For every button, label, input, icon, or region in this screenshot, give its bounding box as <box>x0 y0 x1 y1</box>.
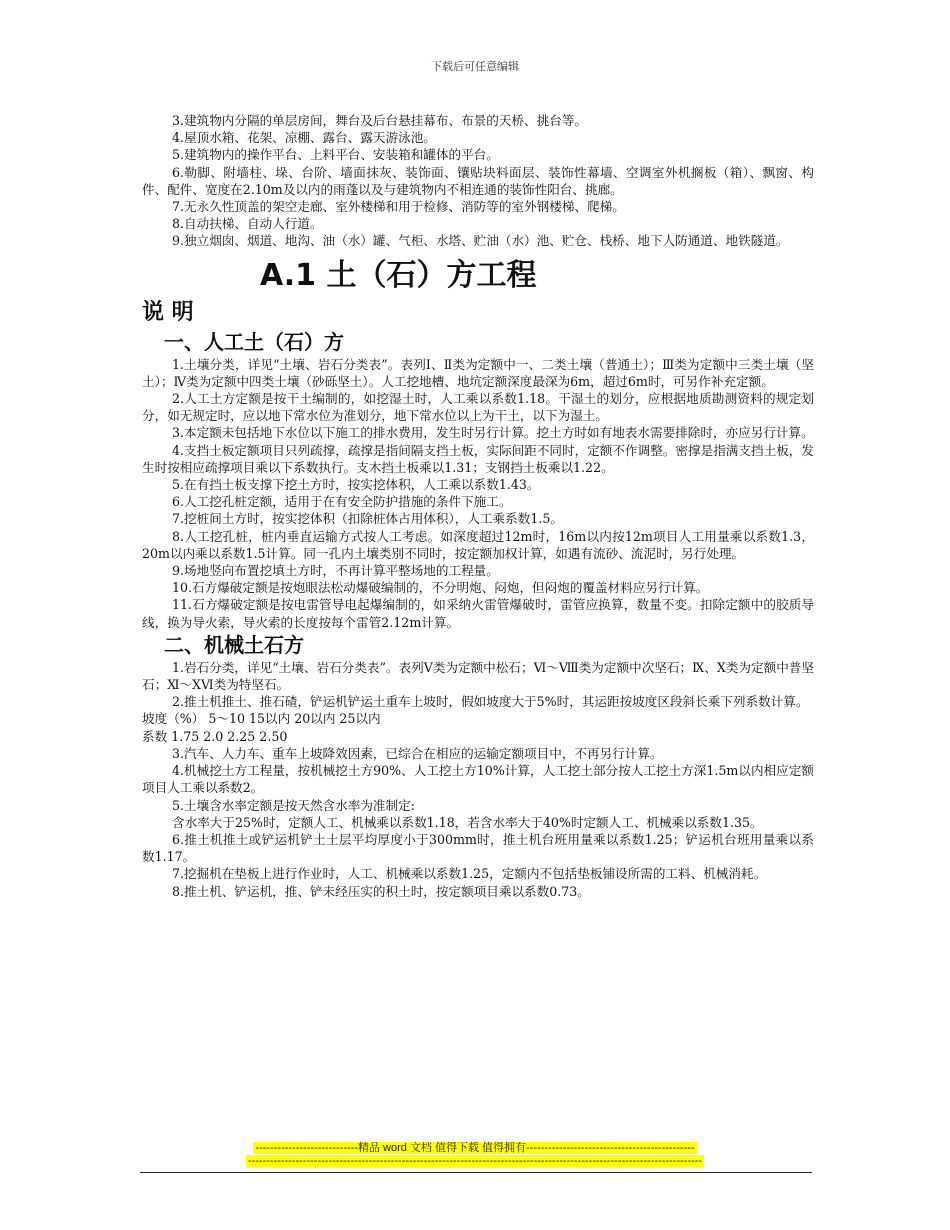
section2-item-2: 2.推土机推土、推石碴，铲运机铲运土重车上坡时，假如坡度大于5%时，其运距按坡度区段斜长乘下列系数计算。 <box>172 694 809 710</box>
coefficient-row: 系数 1.75 2.0 2.25 2.50 <box>142 728 288 744</box>
section1-item: 2.人工土方定额是按干土编制的，如挖湿土时，人工乘以系数1.18。干湿土的划分，应根据地质勘测资料的规定划分，如无规定时，应以地下常水位为准划分，地下常水位以上为干土，以下为湿土。 <box>142 391 814 424</box>
intro-item: 9.独立烟囱、烟道、地沟、油（水）罐、气柜、水塔、贮油（水）池、贮仓、栈桥、地下人防通道、地铁隧道。 <box>172 233 789 249</box>
footer-banner-line2 <box>0 1155 950 1167</box>
intro-list <box>142 112 814 250</box>
intro-item: 3.建筑物内分隔的单层房间，舞台及后台悬挂幕布、布景的天桥、挑台等。 <box>172 113 588 128</box>
explain-heading: 说 明 <box>142 299 194 325</box>
section1-item: 8.人工挖孔桩，桩内垂直运输方式按人工考虑。如深度超过12m时，16m以内按12m项目人工用量乘以系数1.3，20m以内乘以系数1.5计算。同一孔内土壤类别不同时，按定额加权计算，如遇有流砂、流泥时，另行处理。 <box>142 528 814 561</box>
footer-text-1: ----------------------------精品 word 文档 值得下载 值得拥有---------------------------------------------- <box>255 1142 695 1154</box>
intro-item: 6.勒脚、附墙柱、垛、台阶、墙面抹灰、装饰面、镶贴块料面层、装饰性幕墙、空调室外机搁板（箱）、飘窗、构件、配件、宽度在2.10m及以内的雨蓬以及与建筑物内不相连通的装饰性阳台、挑廊。 <box>142 164 814 197</box>
section2-item-5: 5.土壤含水率定额是按天然含水率为准制定: <box>172 797 415 813</box>
footer-text-2: ---------------------------------------------------------------------------------------------------------------------------- <box>247 1155 703 1167</box>
section1-item: 6.人工挖孔桩定额，适用于在有安全防护措施的条件下施工。 <box>172 494 512 510</box>
slope-row: 坡度（%） 5～10 15以内 20以内 25以内 <box>142 711 381 727</box>
footer-banner-line1 <box>0 1139 950 1155</box>
section2-item-4: 4.机械挖土方工程量，按机械挖土方90%、人工挖土方10%计算，人工挖土部分按人工挖土方深1.5m以内相应定额项目人工乘以系数2。 <box>142 763 814 796</box>
section1-list <box>142 356 814 631</box>
chapter-title: A.1 土（石）方工程 <box>260 257 537 293</box>
section2-heading: 二、机械土石方 <box>164 632 304 657</box>
section1-item: 11.石方爆破定额是按电雷管导电起爆编制的，如采纳火雷管爆破时，雷管应换算，数量不变。扣除定额中的胶质导线，换为导火索，导火索的长度按每个雷管2.12m计算。 <box>142 597 814 630</box>
section1-heading: 一、人工土（石）方 <box>164 329 344 354</box>
section2-item-7: 7.挖掘机在垫板上进行作业时，人工、机械乘以系数1.25，定额内不包括垫板铺设所需的工料、机械消耗。 <box>172 866 767 882</box>
section2-item-5b: 含水率大于25%时，定额人工、机械乘以系数1.18，若含水率大于40%时定额人工、机械乘以系数1.35。 <box>172 814 763 830</box>
intro-item: 8.自动扶梯、自动人行道。 <box>172 216 323 232</box>
section1-item: 7.挖桩间土方时，按实挖体积（扣除桩体占用体积），人工乘系数1.5。 <box>172 511 563 527</box>
intro-item: 4.屋顶水箱、花架、凉棚、露台、露天游泳池。 <box>172 130 436 146</box>
section1-item: 3.本定额未包括地下水位以下施工的排水费用，发生时另行计算。挖土方时如有地表水需要排除时，亦应另行计算。 <box>172 425 814 441</box>
section2-list <box>142 659 814 900</box>
page-header-note: 下载后可任意编辑 <box>431 60 519 73</box>
document-body <box>142 112 814 900</box>
section1-item: 9.场地竖向布置挖填土方时，不再计算平整场地的工程量。 <box>172 563 499 579</box>
section2-item-6: 6.推土机推土或铲运机铲土土层平均厚度小于300mm时，推土机台班用量乘以系数1.25；铲运机台班用量乘以系数1.17。 <box>142 831 814 865</box>
footer-divider <box>140 1172 812 1173</box>
section1-item: 4.支挡土板定额项目只列疏撑，疏撑是指间隔支挡土板，实际间距不同时，定额不作调整。密撑是指满支挡土板，发生时按相应疏撑项目乘以下系数执行。支木挡土板乘以1.31；支钢挡土板乘以1.22。 <box>142 442 814 475</box>
section1-item: 10.石方爆破定额是按炮眼法松动爆破编制的，不分明炮、闷炮，但闷炮的覆盖材料应另行计算。 <box>172 580 709 596</box>
section1-item: 5.在有挡土板支撑下挖土方时，按实挖体积，人工乘以系数1.43。 <box>172 477 540 493</box>
intro-item: 7.无永久性顶盖的架空走廊、室外楼梯和用于检修、消防等的室外钢楼梯、爬梯。 <box>172 199 625 215</box>
section1-item: 1.土壤分类，详见“土壤、岩石分类表”。表列Ⅰ、Ⅱ类为定额中一、二类土壤（普通土）；Ⅲ类为定额中三类土壤（坚土）；Ⅳ类为定额中四类土壤（砂砾坚土）。人工挖地槽、地坑定额深度最深为6m，超过6m时，可另作补充定额。 <box>142 356 814 389</box>
section2-item-1: 1.岩石分类，详见“土壤、岩石分类表”。表列Ⅴ类为定额中松石；Ⅵ～Ⅷ类为定额中次坚石；Ⅸ、Ⅹ类为定额中普坚石；Ⅺ～ⅩⅥ类为特坚石。 <box>142 659 814 693</box>
intro-item: 5.建筑物内的操作平台、上料平台、安装箱和罐体的平台。 <box>172 147 499 163</box>
section2-item-3: 3.汽车、人力车、重车上坡降效因素，已综合在相应的运输定额项目中，不再另行计算。 <box>172 745 663 761</box>
section2-item-8: 8.推土机、铲运机，推、铲未经压实的积土时，按定额项目乘以系数0.73。 <box>172 883 590 899</box>
